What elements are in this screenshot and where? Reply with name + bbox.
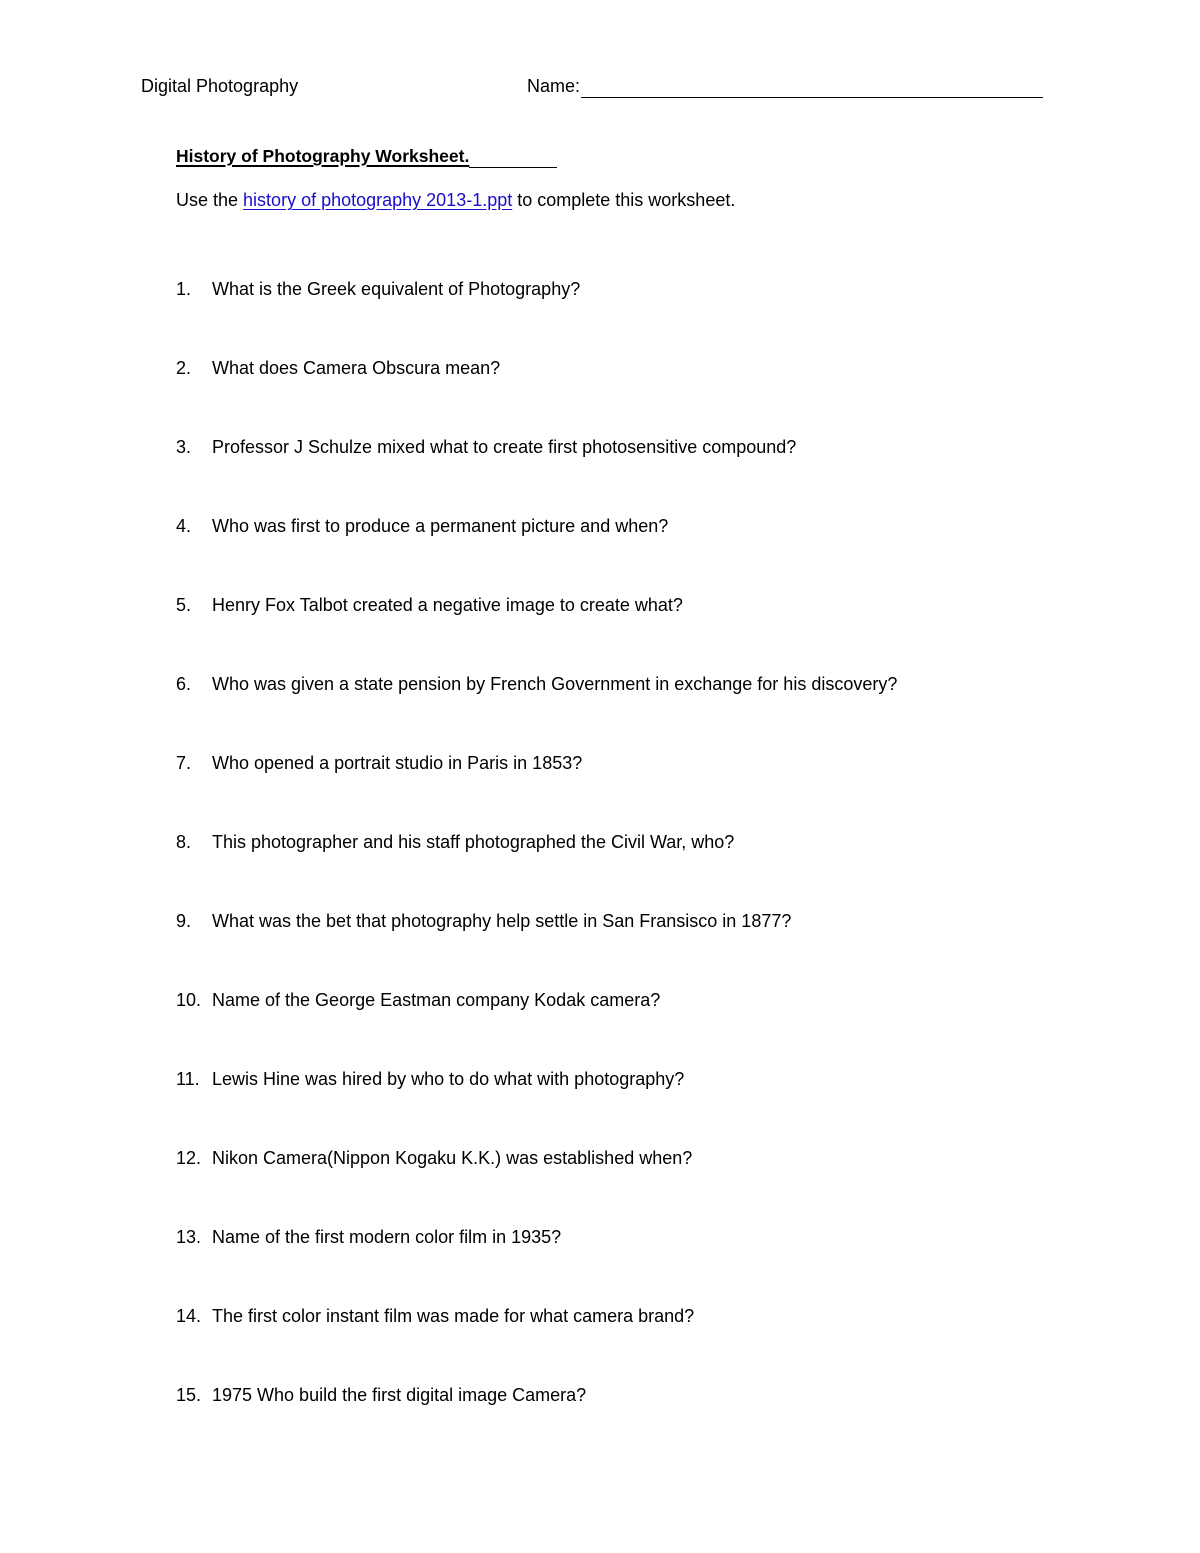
- question-text: Lewis Hine was hired by who to do what with photography?: [212, 1069, 685, 1089]
- question-list: [176, 277, 897, 1462]
- name-label: Name:: [527, 76, 581, 96]
- question-number: 11.: [176, 1069, 200, 1089]
- course-title: Digital Photography: [141, 76, 299, 96]
- question-number: 1.: [176, 279, 192, 299]
- question-item: [176, 1067, 897, 1146]
- question-item: [176, 514, 897, 593]
- question-number: 9.: [176, 911, 192, 931]
- question-text: Name of the George Eastman company Kodak camera?: [212, 990, 661, 1010]
- question-text: What was the bet that photography help settle in San Fransisco in 1877?: [212, 911, 792, 931]
- question-item: [176, 1225, 897, 1304]
- question-item: [176, 1146, 897, 1225]
- question-number: 14.: [176, 1306, 202, 1326]
- question-item: [176, 277, 897, 356]
- question-text: Who was first to produce a permanent picture and when?: [212, 516, 669, 536]
- question-item: [176, 988, 897, 1067]
- name-field: [527, 74, 1043, 98]
- question-number: 5.: [176, 595, 192, 615]
- worksheet-title: [176, 144, 557, 168]
- question-text: What does Camera Obscura mean?: [212, 358, 501, 378]
- question-item: [176, 1304, 897, 1383]
- intro-suffix: to complete this worksheet.: [512, 190, 736, 210]
- question-item: [176, 1383, 897, 1462]
- intro-instructions: [176, 188, 735, 212]
- question-number: 7.: [176, 753, 192, 773]
- question-item: [176, 593, 897, 672]
- question-item: [176, 830, 897, 909]
- question-text: This photographer and his staff photographed the Civil War, who?: [212, 832, 735, 852]
- question-text: Professor J Schulze mixed what to create first photosensitive compound?: [212, 437, 797, 457]
- intro-prefix: Use the: [176, 190, 244, 210]
- question-number: 8.: [176, 832, 192, 852]
- question-number: 3.: [176, 437, 192, 457]
- question-text: Who opened a portrait studio in Paris in 1853?: [212, 753, 583, 773]
- question-number: 13.: [176, 1227, 202, 1247]
- ppt-link[interactable]: history of photography 2013-1.ppt: [243, 190, 513, 210]
- question-text: The first color instant film was made for what camera brand?: [212, 1306, 695, 1326]
- worksheet-title-text: History of Photography Worksheet.: [176, 146, 470, 166]
- question-text: What is the Greek equivalent of Photography?: [212, 279, 581, 299]
- question-text: Henry Fox Talbot created a negative image to create what?: [212, 595, 683, 615]
- question-item: [176, 435, 897, 514]
- name-blank-line[interactable]: [581, 78, 1043, 98]
- question-item: [176, 909, 897, 988]
- question-item: [176, 672, 897, 751]
- question-number: 10.: [176, 990, 202, 1010]
- question-number: 12.: [176, 1148, 202, 1168]
- question-number: 15.: [176, 1385, 202, 1405]
- question-number: 2.: [176, 358, 192, 378]
- question-number: 6.: [176, 674, 192, 694]
- question-number: 4.: [176, 516, 192, 536]
- question-item: [176, 356, 897, 435]
- question-text: Who was given a state pension by French Government in exchange for his discovery?: [212, 674, 898, 694]
- title-underline: [469, 147, 557, 168]
- question-text: Nikon Camera(Nippon Kogaku K.K.) was established when?: [212, 1148, 693, 1168]
- question-item: [176, 751, 897, 830]
- question-text: 1975 Who build the first digital image Camera?: [212, 1385, 587, 1405]
- question-text: Name of the first modern color film in 1935?: [212, 1227, 562, 1247]
